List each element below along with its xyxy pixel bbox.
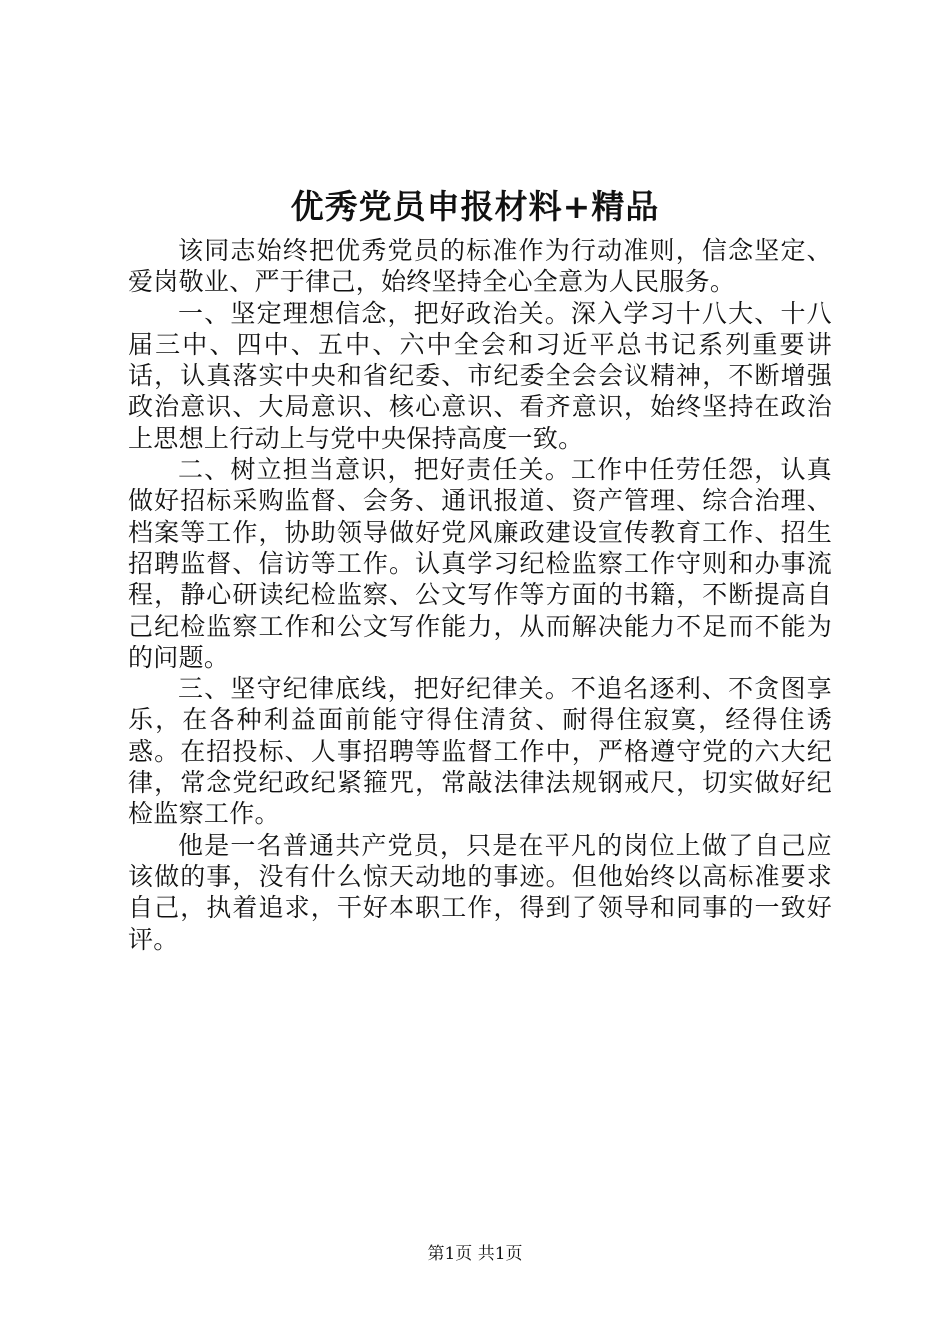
paragraph-discipline: 三、坚守纪律底线，把好纪律关。不追名逐利、不贪图享乐，在各种利益面前能守得住清贫、耐得住寂寞，经得住诱惑。在招投标、人事招聘等监督工作中，严格遵守党的六大纪律，常念党纪政纪紧箍咒，常敲法律法规钢戒尺，切实做好纪检监察工作。	[128, 674, 832, 829]
paragraph-intro: 该同志始终把优秀党员的标准作为行动准则，信念坚定、爱岗敬业、严于律己，始终坚持全心全意为人民服务。	[128, 236, 832, 297]
paragraph-conclusion: 他是一名普通共产党员，只是在平凡的岗位上做了自己应该做的事，没有什么惊天动地的事迹。但他始终以高标准要求自己，执着追求，干好本职工作，得到了领导和同事的一致好评。	[128, 830, 832, 954]
paragraph-political: 一、坚定理想信念，把好政治关。深入学习十八大、十八届三中、四中、五中、六中全会和习近平总书记系列重要讲话，认真落实中央和省纪委、市纪委全会会议精神，不断增强政治意识、大局意识、核心意识、看齐意识，始终坚持在政治上思想上行动上与党中央保持高度一致。	[128, 298, 832, 453]
document-body	[128, 235, 832, 955]
paragraph-responsibility: 二、树立担当意识，把好责任关。工作中任劳任怨，认真做好招标采购监督、会务、通讯报道、资产管理、综合治理、档案等工作，协助领导做好党风廉政建设宣传教育工作、招生招聘监督、信访等工作。认真学习纪检监察工作守则和办事流程，静心研读纪检监察、公文写作等方面的书籍，不断提高自己纪检监察工作和公文写作能力，从而解决能力不足而不能为的问题。	[128, 455, 832, 672]
document-title: 优秀党员申报材料+精品	[290, 187, 660, 226]
page-number-footer: 第1页 共1页	[427, 1244, 523, 1264]
